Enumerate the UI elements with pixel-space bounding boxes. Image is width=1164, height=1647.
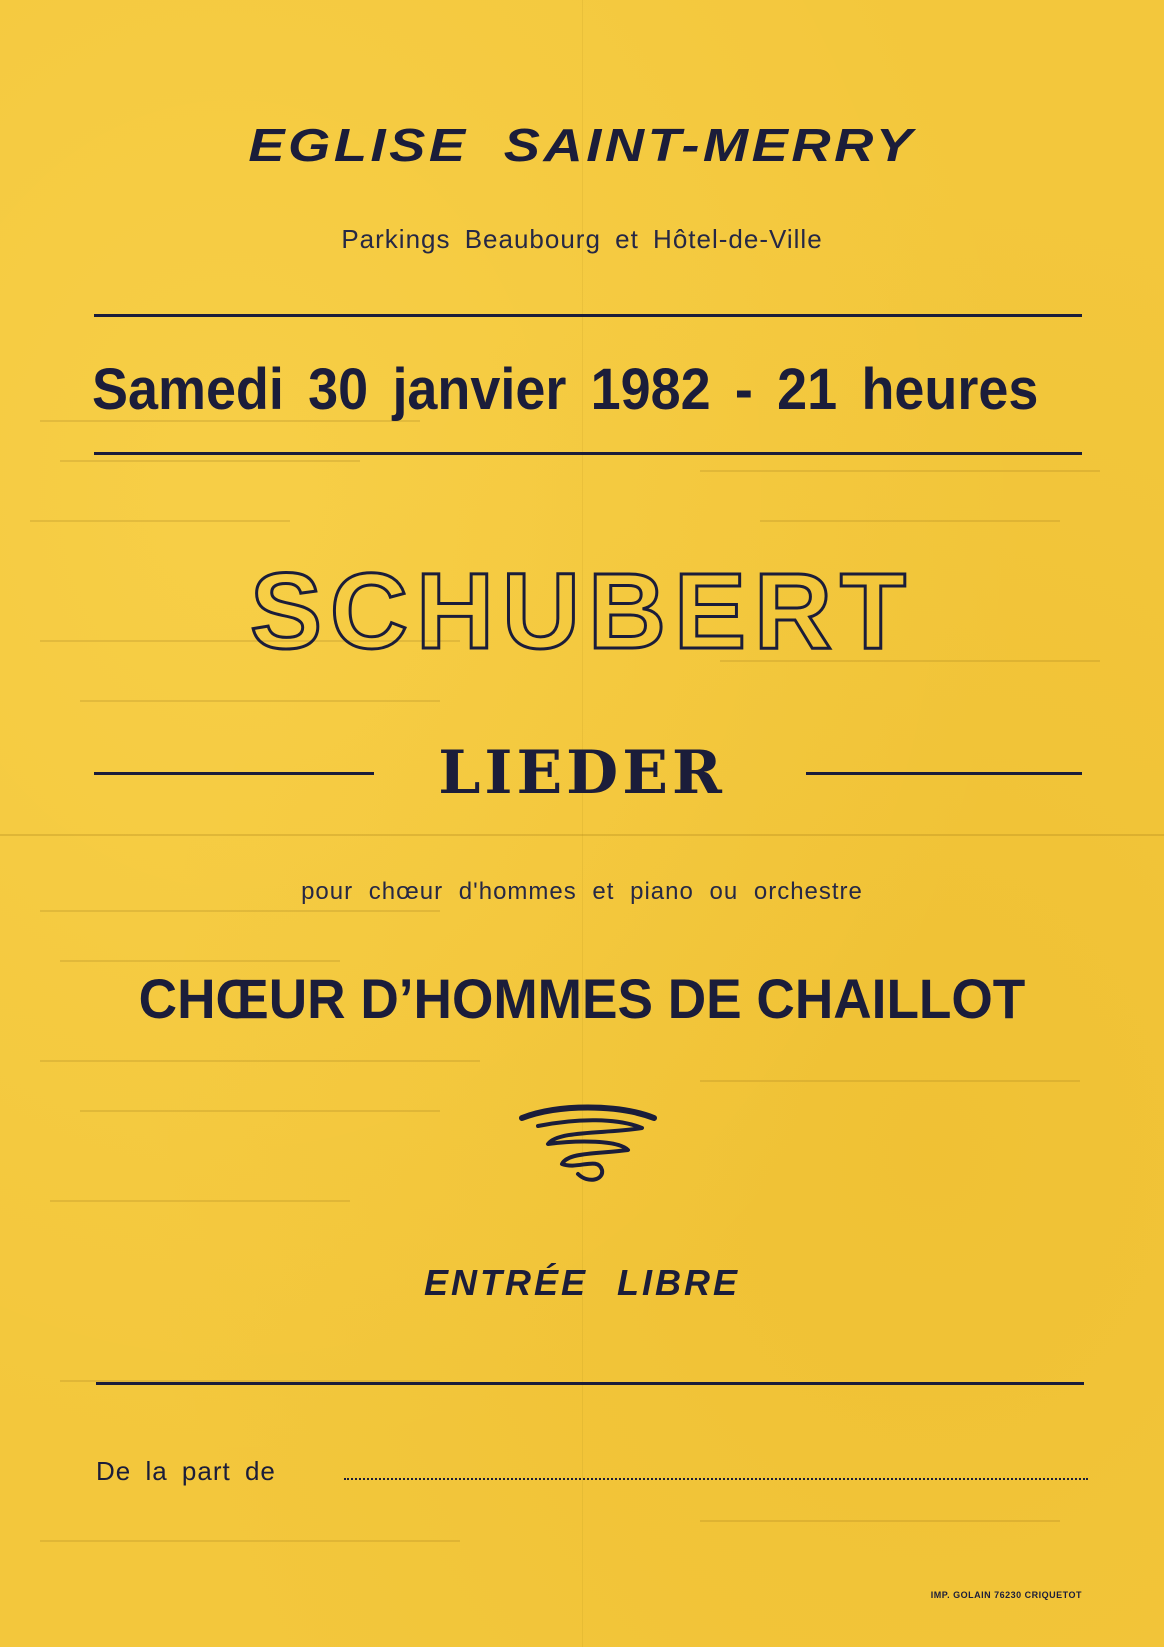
parking-info: Parkings Beaubourg et Hôtel-de-Ville [341, 224, 823, 254]
performer-name: CHŒUR D’HOMMES DE CHAILLOT [138, 967, 1026, 1030]
program-subtitle: pour chœur d'hommes et piano ou orchestre [301, 878, 863, 905]
venue-title: EGLISE SAINT-MERRY [248, 119, 916, 171]
genre-title: LIEDER [438, 738, 726, 808]
divider-genre-right [806, 772, 1082, 775]
divider-bottom [96, 1382, 1084, 1385]
composer-name: SCHUBERT [249, 550, 914, 671]
from-label: De la part de [96, 1456, 276, 1486]
from-dotted-line [344, 1478, 1088, 1480]
entry-notice: ENTRÉE LIBRE [423, 1262, 741, 1303]
squiggle-ornament-icon [518, 1100, 658, 1190]
event-date-time: Samedi 30 janvier 1982 - 21 heures [92, 357, 1039, 422]
divider-top [94, 314, 1082, 317]
divider-date [94, 452, 1082, 455]
printer-imprint: IMP. GOLAIN 76230 CRIQUETOT [930, 1590, 1082, 1600]
